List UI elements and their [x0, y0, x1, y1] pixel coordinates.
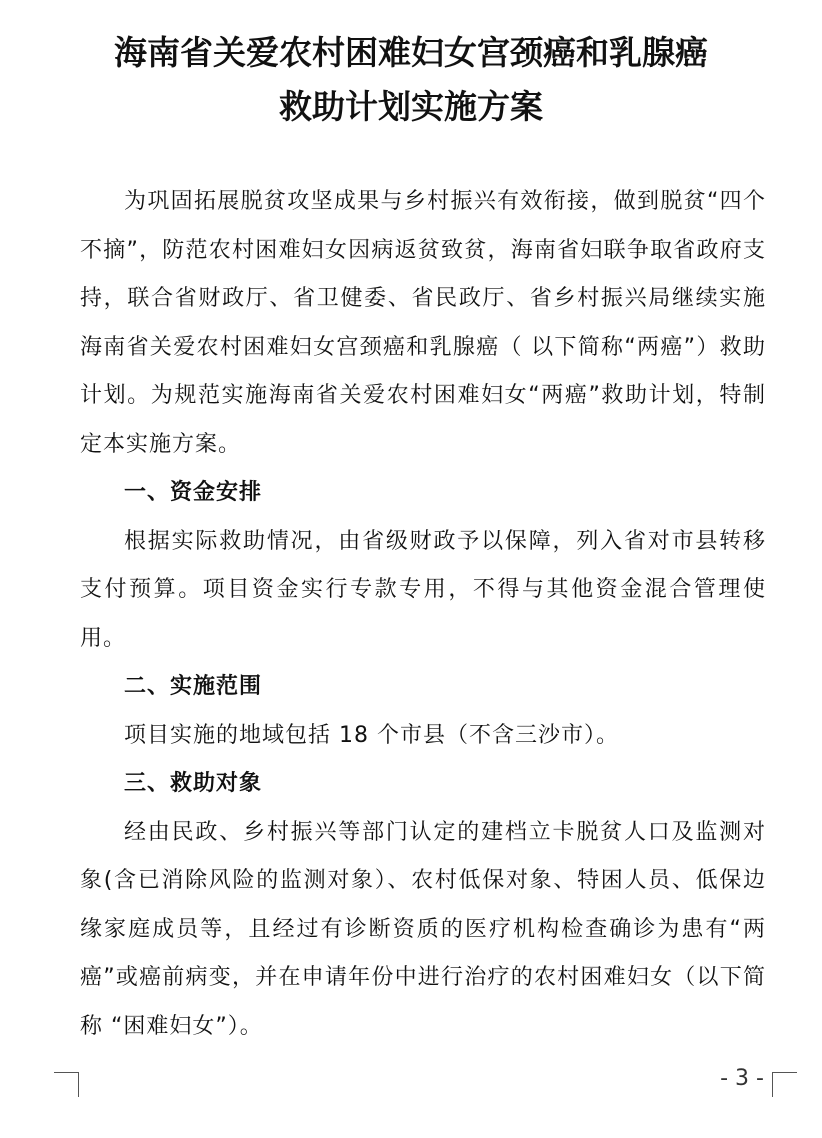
- document-title-line-2: 救助计划实施方案: [279, 87, 543, 126]
- section-heading-beneficiaries: 三、救助对象: [124, 771, 263, 796]
- section-text-funding: 根据实际救助情况，由省级财政予以保障，列入省对市县转移支付预算。项目资金实行专款专用，不得与其他资金混合管理使用。: [80, 528, 766, 651]
- document-title-line-1: 海南省关爱农村困难妇女宫颈癌和乳腺癌: [114, 33, 708, 72]
- section-heading-scope: 二、实施范围: [124, 674, 263, 699]
- intro-paragraph: 为巩固拓展脱贫攻坚成果与乡村振兴有效衔接，做到脱贫“四个不摘”，防范农村困难妇女因病返贫致贫，海南省妇联争取省政府支持，联合省财政厅、省卫健委、省民政厅、省乡村振兴局继续实施海南省关爱农村困难妇女宫颈癌和乳腺癌（ 以下简称“两癌”）救助计划。为规范实施海南省关爱农村困难妇女“两癌”救助计划，特制定本实施方案。: [80, 189, 766, 457]
- crop-mark-right: [772, 1072, 797, 1097]
- section-text-scope: 项目实施的地域包括 18 个市县（不含三沙市）。: [124, 722, 619, 748]
- page-number: - 3 -: [720, 1066, 764, 1091]
- document-body: [80, 178, 766, 1051]
- section-heading-funding: 一、资金安排: [124, 480, 263, 505]
- crop-mark-left: [54, 1072, 79, 1097]
- section-text-beneficiaries: 经由民政、乡村振兴等部门认定的建档立卡脱贫人口及监测对象(含已消除风险的监测对象）、农村低保对象、特困人员、低保边缘家庭成员等，且经过有诊断资质的医疗机构检查确诊为患有“两癌”或癌前病变，并在申请年份中进行治疗的农村困难妇女（以下简称 “困难妇女”）。: [80, 819, 766, 1039]
